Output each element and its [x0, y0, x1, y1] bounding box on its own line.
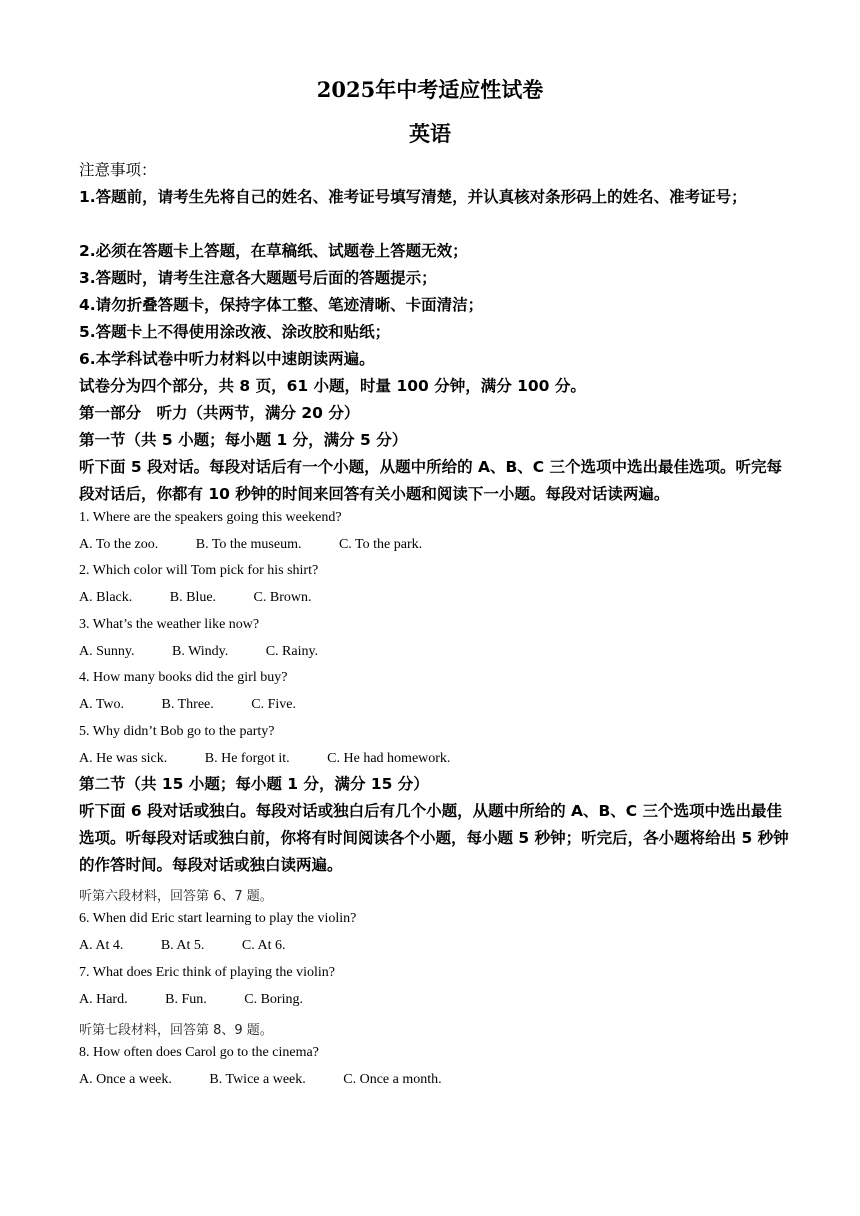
option-b: B. Twice a week. — [209, 1072, 306, 1087]
option-b: B. To the museum. — [195, 537, 302, 552]
notice-item-4: 4.请勿折叠答题卡，保持字体工整、笔迹清晰、卡面清洁； — [79, 296, 484, 314]
question-1: 1. Where are the speakers going this weekend? — [79, 510, 342, 525]
question-2: 2. Which color will Tom pick for his shirt? — [79, 563, 319, 578]
option-c: C. Rainy. — [265, 644, 319, 659]
question-6: 6. When did Eric start learning to play the violin? — [79, 911, 357, 926]
option-a: A. Hard. — [79, 992, 128, 1007]
option-c: C. Boring. — [244, 992, 303, 1007]
question-3: 3. What’s the weather like now? — [79, 617, 260, 632]
notice-heading: 注意事项： — [79, 161, 157, 179]
question-1-options — [79, 537, 422, 553]
notice-item-6: 6.本学科试卷中听力材料以中速朗读两遍。 — [79, 350, 375, 368]
section2-heading: 第二节（共 15 小题；每小题 1 分，满分 15 分） — [79, 775, 429, 793]
option-a: A. Two. — [79, 697, 125, 712]
option-b: B. Blue. — [169, 590, 217, 605]
question-7-options — [79, 992, 303, 1008]
option-a: A. Sunny. — [79, 644, 135, 659]
option-b: B. Windy. — [172, 644, 229, 659]
material-7-note: 听第七段材料，回答第 8、9 题。 — [79, 1023, 273, 1038]
exam-title: 2025年中考适应性试卷 — [316, 77, 544, 102]
option-c: C. At 6. — [241, 938, 286, 953]
part1-heading: 第一部分 听力（共两节，满分 20 分） — [79, 404, 360, 422]
option-c: C. To the park. — [338, 537, 423, 552]
option-b: B. Fun. — [165, 992, 207, 1007]
option-a: A. He was sick. — [79, 751, 168, 766]
question-5-options — [79, 751, 450, 767]
option-b: B. At 5. — [160, 938, 205, 953]
notice-item-1: 1.答题前，请考生先将自己的姓名、准考证号填写清楚，并认真核对条形码上的姓名、准考证号； — [79, 188, 747, 206]
question-8-options — [79, 1072, 442, 1088]
section2-instructions: 听下面 6 段对话或独白。每段对话或独白后有几个小题，从题中所给的 A、B、C 三个选项中选出最佳选项。听每段对话或独白前，你将有时间阅读各个小题，每小题 5 秒钟；听完后，各小题将给出 5 秒钟的作答时间。每段对话或独白读两遍。 — [79, 802, 789, 874]
question-2-options — [79, 590, 312, 606]
question-8: 8. How often does Carol go to the cinema? — [79, 1045, 319, 1060]
option-a: A. At 4. — [79, 938, 124, 953]
option-c: C. Five. — [251, 697, 297, 712]
subject-title: 英语 — [409, 121, 451, 146]
question-6-options — [79, 938, 286, 954]
question-5: 5. Why didn’t Bob go to the party? — [79, 724, 275, 739]
exam-summary: 试卷分为四个部分，共 8 页，61 小题，时量 100 分钟，满分 100 分。 — [79, 377, 586, 395]
notice-item-3: 3.答题时，请考生注意各大题题号后面的答题提示； — [79, 269, 437, 287]
question-4-options — [79, 697, 296, 713]
option-c: C. Brown. — [253, 590, 312, 605]
option-b: B. Three. — [161, 697, 214, 712]
section1-heading: 第一节（共 5 小题；每小题 1 分，满分 5 分） — [79, 431, 408, 449]
option-b: B. He forgot it. — [204, 751, 290, 766]
option-a: A. Black. — [79, 590, 133, 605]
notice-item-5: 5.答题卡上不得使用涂改液、涂改胶和贴纸； — [79, 323, 391, 341]
option-a: A. To the zoo. — [79, 537, 159, 552]
question-4: 4. How many books did the girl buy? — [79, 670, 288, 685]
question-7: 7. What does Eric think of playing the violin? — [79, 965, 335, 980]
notice-item-2: 2.必须在答题卡上答题，在草稿纸、试题卷上答题无效； — [79, 242, 468, 260]
option-a: A. Once a week. — [79, 1072, 172, 1087]
section1-instructions: 听下面 5 段对话。每段对话后有一个小题，从题中所给的 A、B、C 三个选项中选出最佳选项。听完每段对话后，你都有 10 秒钟的时间来回答有关小题和阅读下一小题。每段对话读两遍。 — [79, 458, 783, 503]
question-3-options — [79, 644, 318, 660]
material-6-note: 听第六段材料，回答第 6、7 题。 — [79, 889, 273, 904]
option-c: C. He had homework. — [327, 751, 451, 766]
option-c: C. Once a month. — [343, 1072, 442, 1087]
